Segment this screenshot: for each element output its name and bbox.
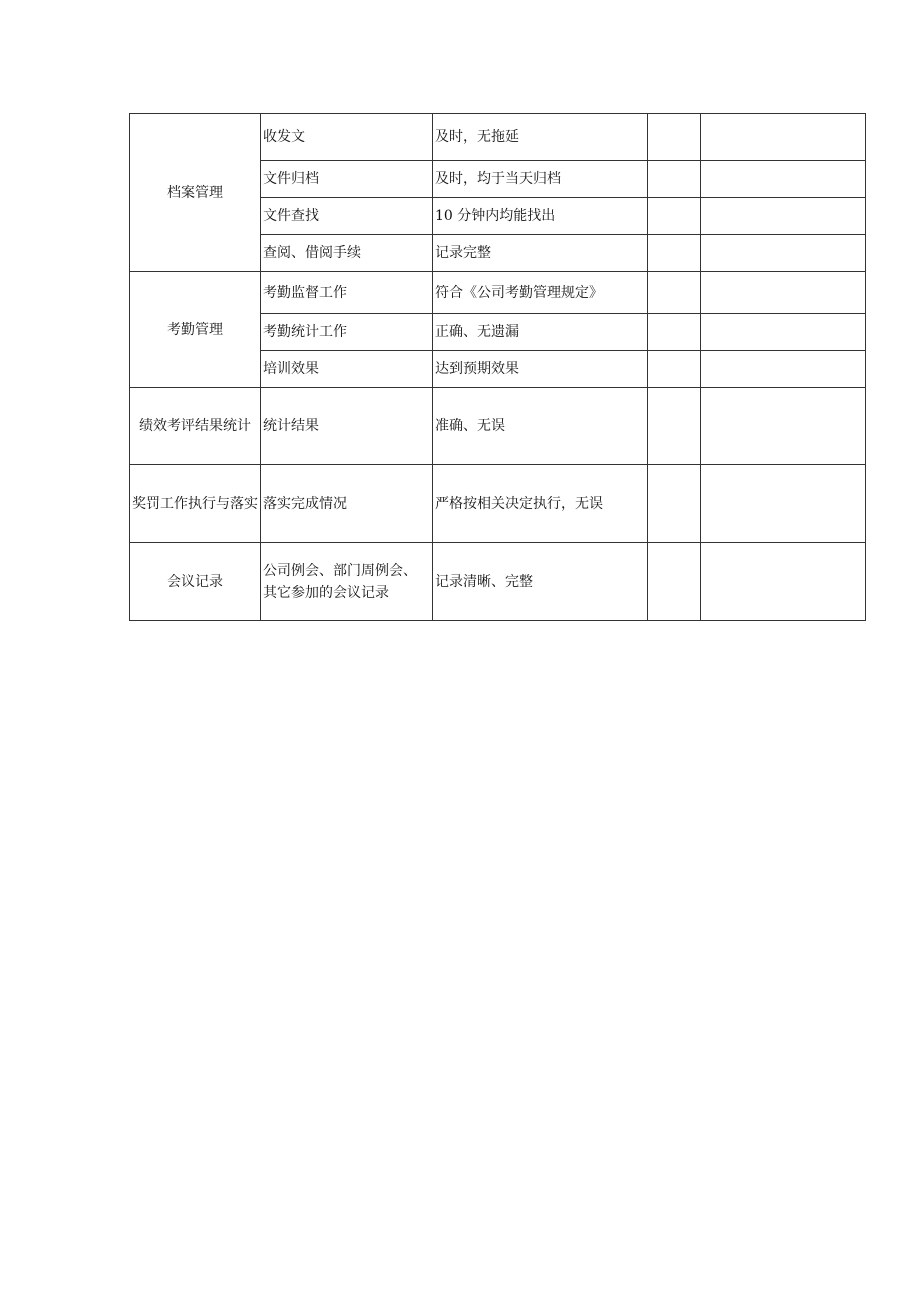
empty-cell: [648, 465, 701, 543]
item-cell: 收发文: [261, 114, 433, 161]
category-cell: 绩效考评结果统计: [130, 388, 261, 465]
table-row: [130, 543, 866, 621]
item-cell: 培训效果: [261, 351, 433, 388]
empty-cell: [648, 161, 701, 198]
standard-cell: 达到预期效果: [433, 351, 648, 388]
assessment-table: [129, 113, 866, 621]
standard-cell: 及时，均于当天归档: [433, 161, 648, 198]
empty-cell: [701, 198, 866, 235]
item-cell: 考勤统计工作: [261, 314, 433, 351]
item-cell: 文件归档: [261, 161, 433, 198]
item-cell: 落实完成情况: [261, 465, 433, 543]
table-row: [130, 388, 866, 465]
empty-cell: [701, 272, 866, 314]
category-cell: 档案管理: [130, 114, 261, 272]
standard-cell: 记录完整: [433, 235, 648, 272]
standard-cell: 符合《公司考勤管理规定》: [433, 272, 648, 314]
standard-cell: 准确、无误: [433, 388, 648, 465]
empty-cell: [648, 198, 701, 235]
item-cell: 查阅、借阅手续: [261, 235, 433, 272]
empty-cell: [701, 465, 866, 543]
empty-cell: [701, 314, 866, 351]
table-row: [130, 272, 866, 314]
standard-cell: 正确、无遗漏: [433, 314, 648, 351]
empty-cell: [648, 114, 701, 161]
empty-cell: [701, 235, 866, 272]
standard-cell: 10 分钟内均能找出: [433, 198, 648, 235]
empty-cell: [648, 351, 701, 388]
item-cell: 考勤监督工作: [261, 272, 433, 314]
item-cell: 统计结果: [261, 388, 433, 465]
empty-cell: [701, 388, 866, 465]
category-cell: 考勤管理: [130, 272, 261, 388]
standard-cell: 严格按相关决定执行，无误: [433, 465, 648, 543]
empty-cell: [648, 272, 701, 314]
item-cell: 文件查找: [261, 198, 433, 235]
empty-cell: [648, 543, 701, 621]
empty-cell: [701, 543, 866, 621]
table-row: [130, 114, 866, 161]
table-row: [130, 465, 866, 543]
empty-cell: [701, 161, 866, 198]
empty-cell: [648, 314, 701, 351]
standard-cell: 记录清晰、完整: [433, 543, 648, 621]
category-cell: 会议记录: [130, 543, 261, 621]
empty-cell: [648, 388, 701, 465]
standard-cell: 及时，无拖延: [433, 114, 648, 161]
category-cell: 奖罚工作执行与落实: [130, 465, 261, 543]
empty-cell: [701, 351, 866, 388]
item-cell: 公司例会、部门周例会、其它参加的会议记录: [261, 543, 433, 621]
empty-cell: [648, 235, 701, 272]
empty-cell: [701, 114, 866, 161]
